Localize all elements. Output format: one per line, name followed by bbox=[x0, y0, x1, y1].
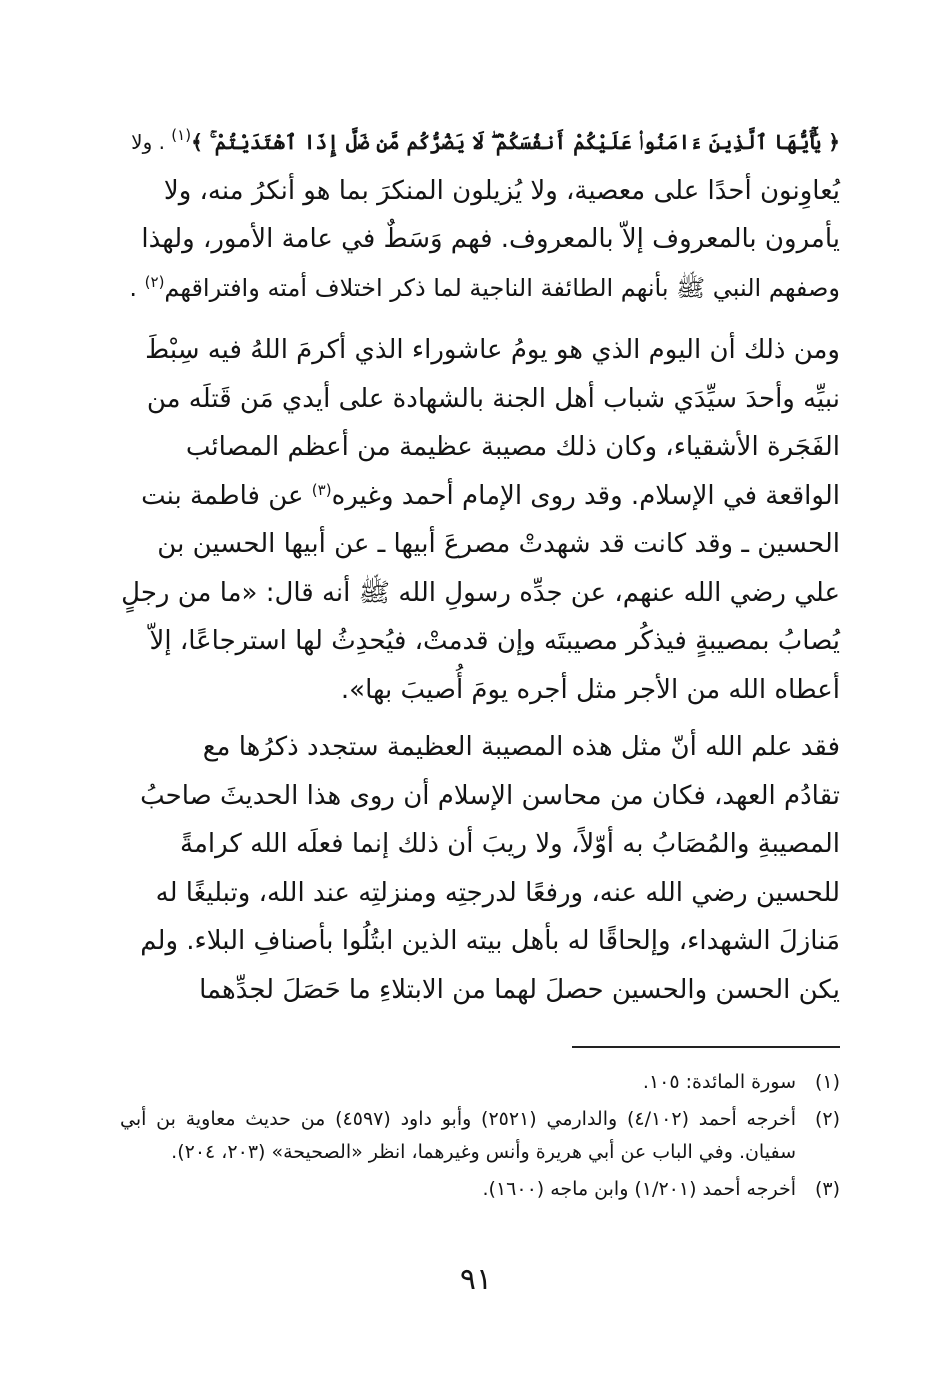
paragraph-3-line-3: المصيبةِ والمُصَابُ به أوّلاً، ولا ريبَ أن ذلك إنما فعلَه الله كرامةً bbox=[180, 829, 840, 859]
footnote-number: (١) bbox=[814, 1071, 840, 1093]
paragraph-2 bbox=[120, 326, 840, 714]
footnote-1 bbox=[120, 1066, 840, 1099]
footnote-ref-3: (٣) bbox=[311, 480, 332, 499]
paragraph-1-line-2: يُعاوِنون أحدًا على معصية، ولا يُزيلون المنكرَ بما هو أنكرُ منه، ولا bbox=[163, 175, 840, 206]
paragraph-1-line-1 bbox=[120, 118, 840, 167]
paragraph-1 bbox=[120, 118, 840, 312]
paragraph-2-line-8: أعطاه الله من الأجر مثل أجره يومَ أُصيبَ بها». bbox=[340, 674, 840, 705]
paragraph-2-line-7: يُصابُ بمصيبةٍ فيذكُر مصيبتَه وإن قدمتْ، فيُحدِثُ لها استرجاعًا، إلاّ bbox=[149, 626, 840, 656]
footnotes bbox=[120, 1066, 840, 1210]
footnote-text: سورة المائدة: ١٠٥. bbox=[642, 1071, 796, 1093]
paragraph-3 bbox=[120, 723, 840, 1014]
line-text: الواقعة في الإسلام. وقد روى الإمام أحمد وغيره bbox=[331, 480, 840, 511]
paragraph-3-line-1: فقد علم الله أنّ مثل هذه المصيبة العظيمة ستجدد ذكرُها مع bbox=[202, 732, 840, 762]
paragraph-2-line-1: ومن ذلك أن اليوم الذي هو يومُ عاشوراء الذي أكرمَ اللهُ فيه سِبْطَ bbox=[145, 335, 840, 365]
footnote-ref-1: (١) bbox=[171, 126, 192, 144]
footnote-ref-2: (٢) bbox=[144, 272, 165, 291]
paragraph-3-line-4: للحسين رضي الله عنه، ورفعًا لدرجتِه ومنزلتِه عند الله، وتبليغًا له bbox=[155, 877, 840, 908]
line-tail: . bbox=[129, 273, 145, 302]
footnote-2 bbox=[120, 1103, 840, 1169]
paragraph-2-line-5: الحسين ـ وقد كانت قد شهدتْ مصرعَ أبيها ـ عن أبيها الحسين بن bbox=[157, 529, 840, 559]
paragraph-2-line-2: نبيِّه وأحدَ سيِّدَي شباب أهل الجنة بالشهادة على أيدي مَن قَتلَه من bbox=[146, 383, 840, 414]
paragraph-2-line-6: علي رضي الله عنهم، عن جدِّه رسولِ الله ﷺ أنه قال: «ما من رجلٍ bbox=[121, 577, 840, 608]
footnote-text: أخرجه أحمد (٤/١٠٢) والدارمي (٢٥٢١) وأبو داود (٤٥٩٧) من حديث معاوية بن أبي سفيان. وفي الباب عن أبي هريرة وأنس وغيرهما، انظر «الصحيحة» (٢٠٣، ٢٠٤). bbox=[120, 1108, 796, 1163]
paragraph-1-line-4 bbox=[120, 264, 840, 313]
page-number: ٩١ bbox=[459, 1262, 493, 1297]
paragraph-2-line-3: الفَجَرة الأشقياء، وكان ذلك مصيبة عظيمة من أعظم المصائب bbox=[185, 432, 840, 462]
footnote-text: أخرجه أحمد (١/٢٠١) وابن ماجه (١٦٠٠). bbox=[482, 1178, 796, 1200]
paragraph-3-line-6: يكن الحسن والحسين حصلَ لهما من الابتلاءِ ما حَصَلَ لجدِّهما bbox=[199, 974, 840, 1005]
line-text: وصفهم النبي ﷺ بأنهم الطائفة الناجية لما ذكر اختلاف أمته وافتراقهم bbox=[164, 273, 840, 302]
line-tail: . ولا bbox=[131, 130, 172, 154]
paragraph-3-line-2: تقادُم العهد، فكان من محاسن الإسلام أن روى هذا الحديثَ صاحبُ bbox=[140, 780, 840, 811]
footnote-number: (٣) bbox=[814, 1178, 840, 1200]
paragraph-1-line-3: يأمرون بالمعروف إلاّ بالمعروف. فهم وَسَطٌ في عامة الأمور، ولهذا bbox=[141, 224, 840, 254]
paragraph-2-line-4 bbox=[120, 472, 840, 521]
footnote-separator bbox=[572, 1046, 840, 1048]
quran-verse: ﴿ يَٰٓأَيُّهَا ٱلَّذِينَ ءَامَنُوا۟ عَلَيْكُمْ أَنفُسَكُمْ ۖ لَا يَضُرُّكُم مَّن ضَلَّ إِذَا ٱهْتَدَيْتُمْ ۚ ﴾ bbox=[191, 130, 840, 154]
line-tail: عن فاطمة بنت bbox=[141, 480, 312, 511]
footnote-number: (٢) bbox=[814, 1108, 840, 1130]
paragraph-3-line-5: مَنازلَ الشهداء، وإلحاقًا له بأهل بيته الذين ابتُلُوا بأصنافِ البلاء. ولم bbox=[140, 926, 840, 956]
footnote-3 bbox=[120, 1173, 840, 1206]
